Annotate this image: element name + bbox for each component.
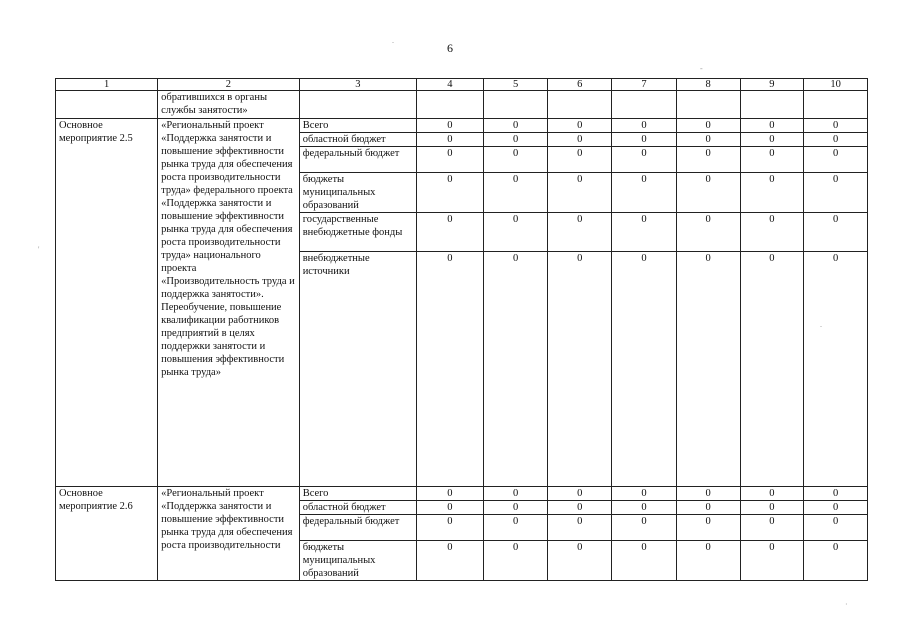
empty-cell <box>740 91 804 119</box>
value-cell: 0 <box>612 541 677 581</box>
value-cell: 0 <box>740 252 804 487</box>
value-cell: 0 <box>548 173 612 213</box>
scan-speck: . <box>820 320 822 329</box>
value-cell: 0 <box>416 173 483 213</box>
funding-source: федеральный бюджет <box>299 515 416 541</box>
value-cell: 0 <box>612 213 677 252</box>
activity-description: «Региональный проект «Поддержка занятости и повышение эффективности рынка труда для обеспечения роста производительности <box>158 487 300 581</box>
value-cell: 0 <box>483 515 548 541</box>
value-cell: 0 <box>416 515 483 541</box>
value-cell: 0 <box>804 173 868 213</box>
column-header: 4 <box>416 79 483 91</box>
empty-cell <box>612 91 677 119</box>
page-number: 6 <box>447 41 453 55</box>
value-cell: 0 <box>483 252 548 487</box>
column-header: 3 <box>299 79 416 91</box>
scan-speck: · <box>845 600 848 609</box>
value-cell: 0 <box>804 147 868 173</box>
value-cell: 0 <box>676 213 740 252</box>
scan-speck: ' <box>38 245 40 254</box>
value-cell: 0 <box>804 487 868 501</box>
value-cell: 0 <box>416 541 483 581</box>
value-cell: 0 <box>483 133 548 147</box>
empty-cell <box>548 91 612 119</box>
value-cell: 0 <box>740 515 804 541</box>
funding-source: Всего <box>299 119 416 133</box>
funding-source: государственные внебюджетные фонды <box>299 213 416 252</box>
value-cell: 0 <box>548 252 612 487</box>
value-cell: 0 <box>804 252 868 487</box>
column-header: 9 <box>740 79 804 91</box>
scan-speck: - <box>700 64 703 73</box>
value-cell: 0 <box>548 515 612 541</box>
value-cell: 0 <box>548 501 612 515</box>
table-row <box>56 487 868 501</box>
value-cell: 0 <box>548 541 612 581</box>
empty-cell <box>483 91 548 119</box>
budget-table <box>55 78 868 581</box>
value-cell: 0 <box>676 501 740 515</box>
column-header: 5 <box>483 79 548 91</box>
value-cell: 0 <box>676 541 740 581</box>
column-header: 8 <box>676 79 740 91</box>
value-cell: 0 <box>548 147 612 173</box>
value-cell: 0 <box>676 252 740 487</box>
value-cell: 0 <box>676 515 740 541</box>
value-cell: 0 <box>548 119 612 133</box>
column-header: 2 <box>158 79 300 91</box>
value-cell: 0 <box>676 133 740 147</box>
funding-source: областной бюджет <box>299 501 416 515</box>
value-cell: 0 <box>612 147 677 173</box>
column-number-header-row <box>56 79 868 91</box>
column-header: 10 <box>804 79 868 91</box>
value-cell: 0 <box>483 119 548 133</box>
activity-description: «Региональный проект «Поддержка занятости и повышение эффективности рынка труда для обеспечения роста производительности труда» федерального проекта «Поддержка занятости и повышение эффективности рынка труда для обеспечения роста производительности труда» национального проекта «Производительность труда и поддержка занятости». Переобучение, повышение квалификации работников предприятий в целях поддержки занятости и повышения эффективности рынка труда» <box>158 119 300 487</box>
empty-cell <box>56 91 158 119</box>
value-cell: 0 <box>416 147 483 173</box>
value-cell: 0 <box>804 213 868 252</box>
activity-name: Основное мероприятие 2.5 <box>56 119 158 487</box>
empty-cell <box>676 91 740 119</box>
column-header: 7 <box>612 79 677 91</box>
value-cell: 0 <box>548 487 612 501</box>
value-cell: 0 <box>416 133 483 147</box>
value-cell: 0 <box>676 173 740 213</box>
value-cell: 0 <box>676 147 740 173</box>
value-cell: 0 <box>416 252 483 487</box>
value-cell: 0 <box>740 501 804 515</box>
column-header: 1 <box>56 79 158 91</box>
funding-source: внебюджетные источники <box>299 252 416 487</box>
value-cell: 0 <box>612 119 677 133</box>
funding-source: бюджеты муниципальных образований <box>299 541 416 581</box>
value-cell: 0 <box>804 515 868 541</box>
value-cell: 0 <box>416 119 483 133</box>
value-cell: 0 <box>804 119 868 133</box>
value-cell: 0 <box>740 147 804 173</box>
value-cell: 0 <box>676 487 740 501</box>
value-cell: 0 <box>804 541 868 581</box>
value-cell: 0 <box>483 487 548 501</box>
value-cell: 0 <box>483 173 548 213</box>
value-cell: 0 <box>483 541 548 581</box>
empty-cell <box>804 91 868 119</box>
value-cell: 0 <box>612 133 677 147</box>
scan-speck: . <box>392 36 394 45</box>
value-cell: 0 <box>483 213 548 252</box>
value-cell: 0 <box>612 501 677 515</box>
empty-cell <box>416 91 483 119</box>
column-header: 6 <box>548 79 612 91</box>
activity-name: Основное мероприятие 2.6 <box>56 487 158 581</box>
value-cell: 0 <box>676 119 740 133</box>
funding-source: бюджеты муниципальных образований <box>299 173 416 213</box>
value-cell: 0 <box>612 515 677 541</box>
funding-source: областной бюджет <box>299 133 416 147</box>
value-cell: 0 <box>804 133 868 147</box>
value-cell: 0 <box>740 213 804 252</box>
value-cell: 0 <box>740 541 804 581</box>
value-cell: 0 <box>416 501 483 515</box>
continuation-description: обратившихся в органы службы занятости» <box>158 91 300 119</box>
value-cell: 0 <box>483 501 548 515</box>
value-cell: 0 <box>740 487 804 501</box>
value-cell: 0 <box>612 487 677 501</box>
value-cell: 0 <box>548 213 612 252</box>
value-cell: 0 <box>612 173 677 213</box>
value-cell: 0 <box>740 173 804 213</box>
value-cell: 0 <box>548 133 612 147</box>
value-cell: 0 <box>416 487 483 501</box>
table-row <box>56 119 868 133</box>
value-cell: 0 <box>416 213 483 252</box>
value-cell: 0 <box>804 501 868 515</box>
value-cell: 0 <box>483 147 548 173</box>
funding-source: Всего <box>299 487 416 501</box>
value-cell: 0 <box>612 252 677 487</box>
value-cell: 0 <box>740 133 804 147</box>
continuation-row <box>56 91 868 119</box>
funding-source: федеральный бюджет <box>299 147 416 173</box>
value-cell: 0 <box>740 119 804 133</box>
empty-cell <box>299 91 416 119</box>
